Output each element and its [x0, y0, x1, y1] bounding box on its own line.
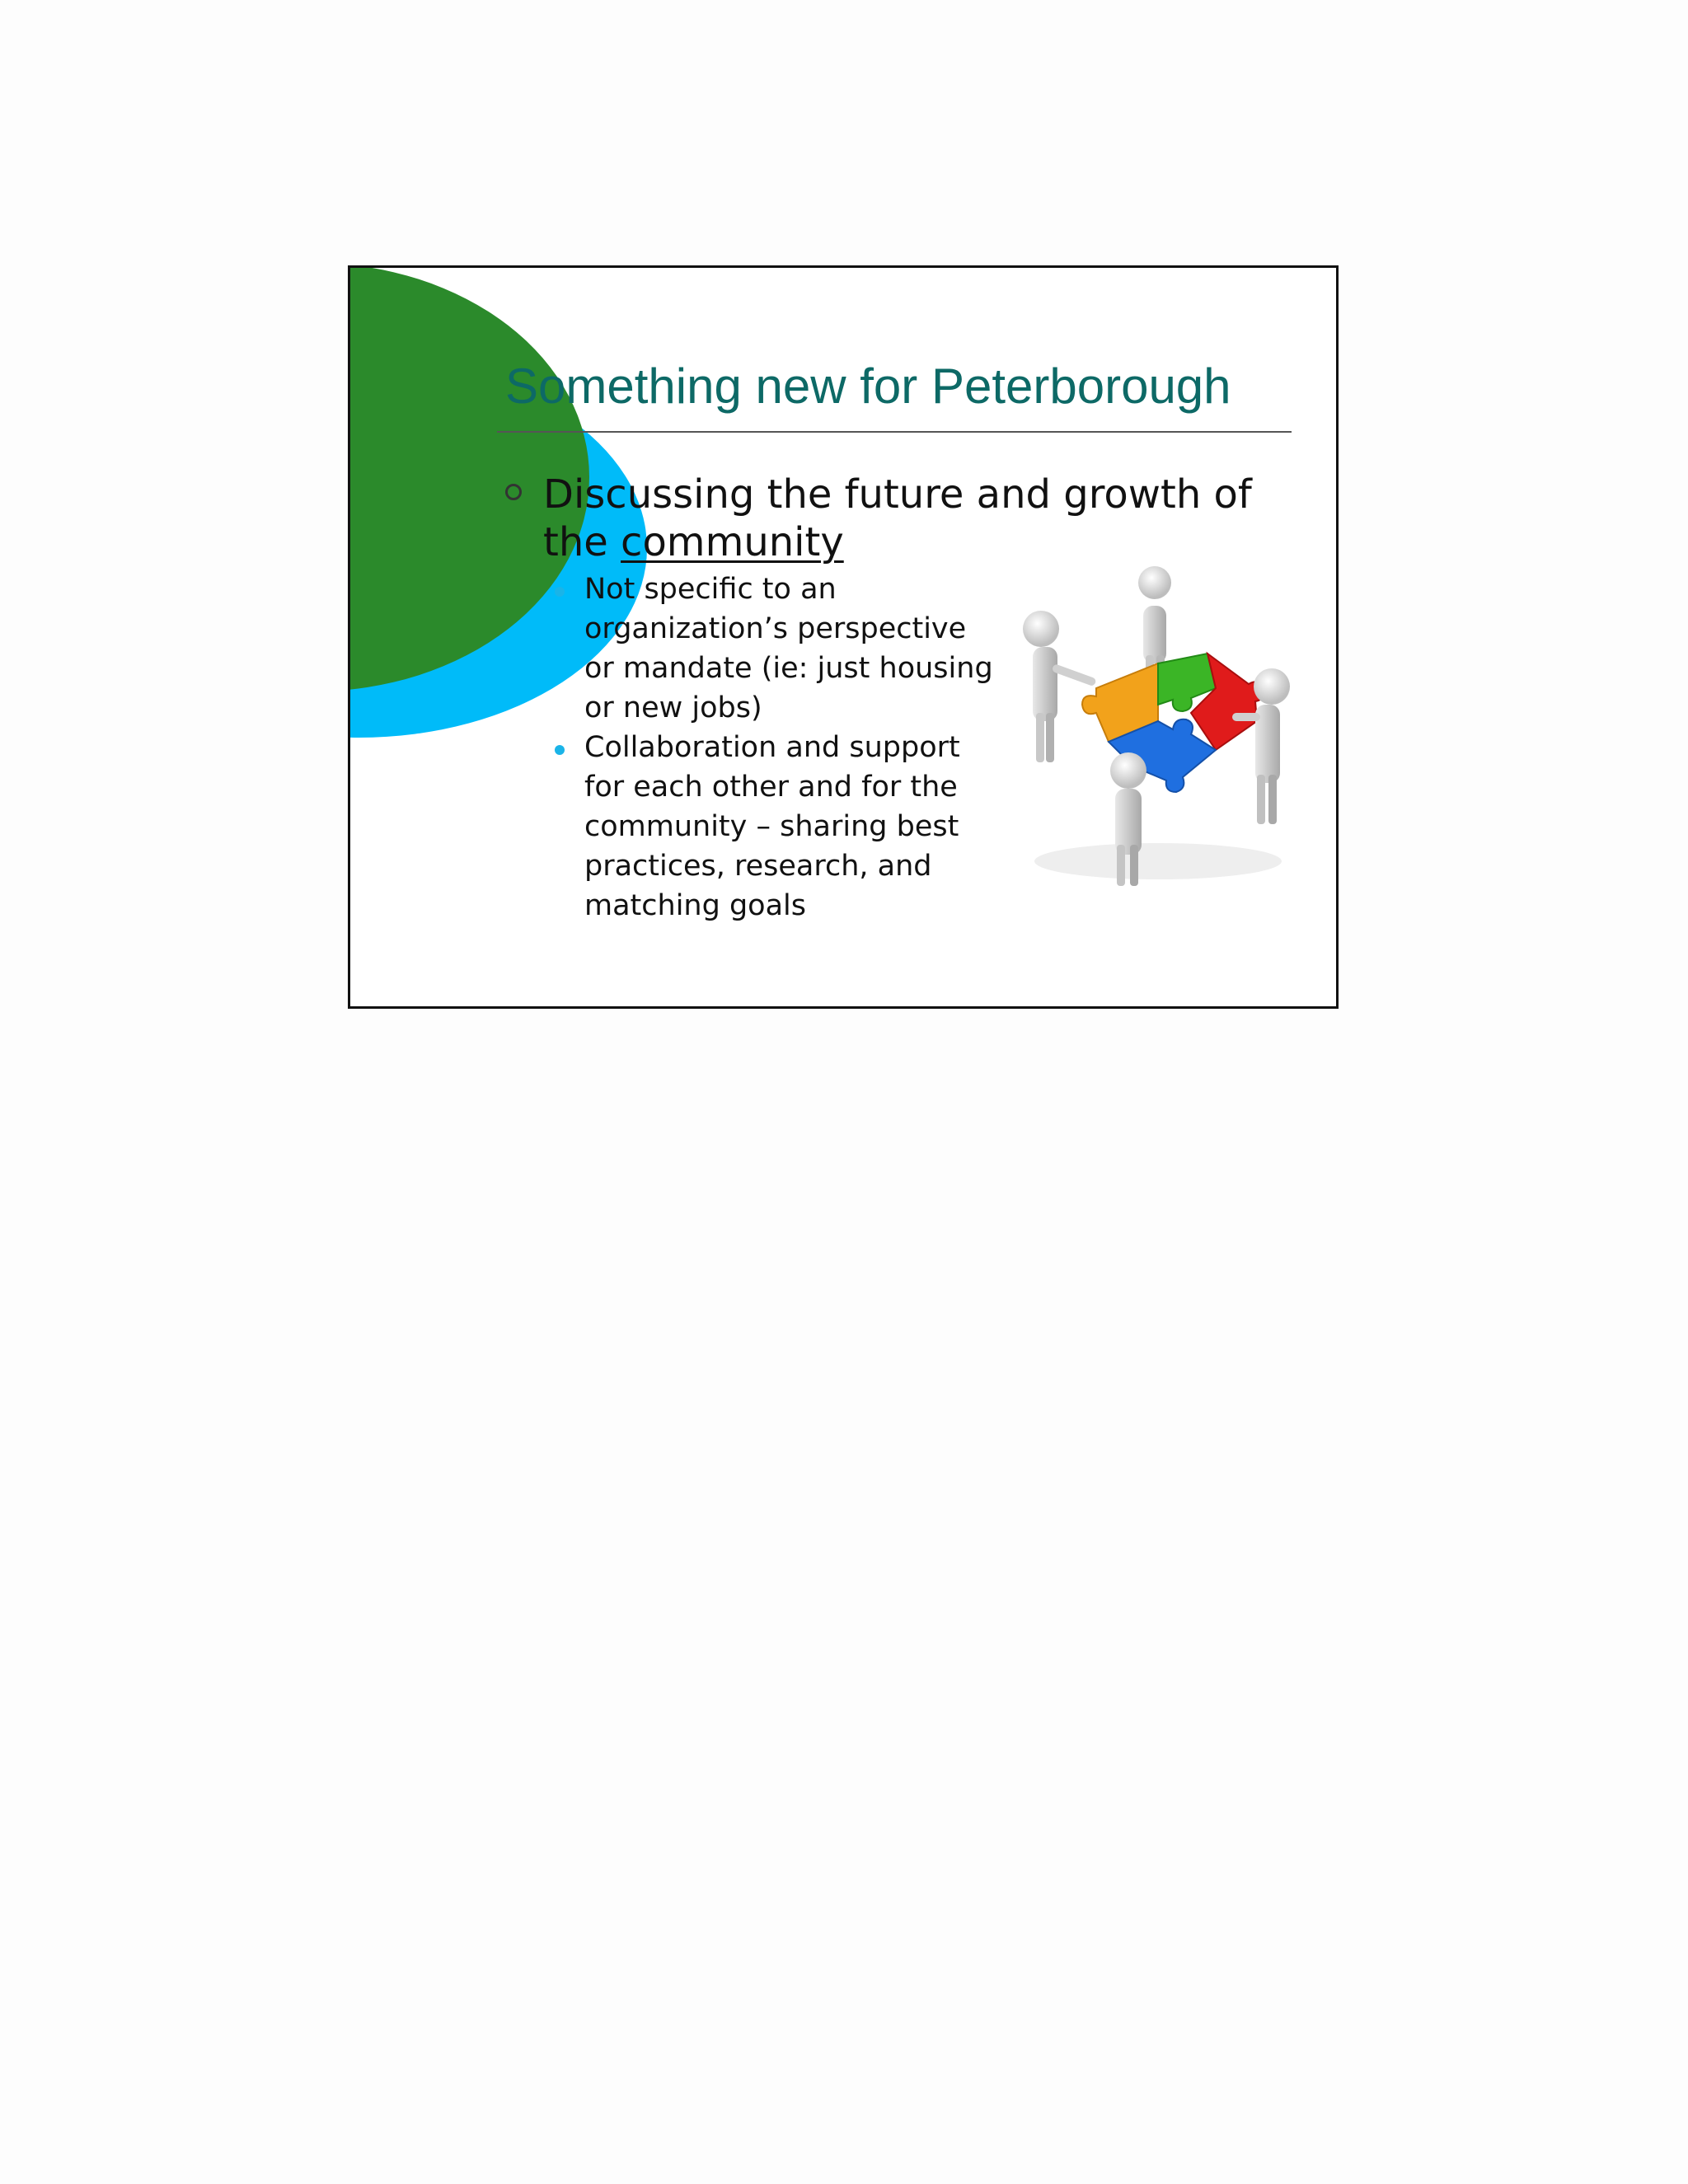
hollow-circle-bullet-icon [505, 484, 522, 500]
sub-bullet-text: Collaboration and support for each other and for the community – sharing best practices, research, and matching goals [584, 731, 960, 922]
dot-bullet-icon [555, 745, 565, 755]
dot-bullet-icon [555, 587, 565, 597]
sub-bullet-text: Not specific to an organization’s perspective or mandate (ie: just housing or new jobs) [584, 573, 993, 724]
main-bullet [505, 471, 1296, 566]
main-bullet-prefix: Discussing the future and growth of the [543, 471, 1252, 565]
slide-title: Something new for Peterborough [505, 359, 1231, 414]
title-divider [497, 431, 1292, 433]
figure-left [1023, 611, 1097, 762]
community-link[interactable]: community [621, 519, 844, 565]
people-assembling-puzzle-icon [1018, 565, 1298, 894]
puzzle [1082, 654, 1264, 792]
main-bullet-text [543, 471, 1296, 566]
slide [348, 265, 1339, 1009]
sub-bullet [555, 728, 1000, 926]
sub-bullet [555, 569, 1000, 728]
